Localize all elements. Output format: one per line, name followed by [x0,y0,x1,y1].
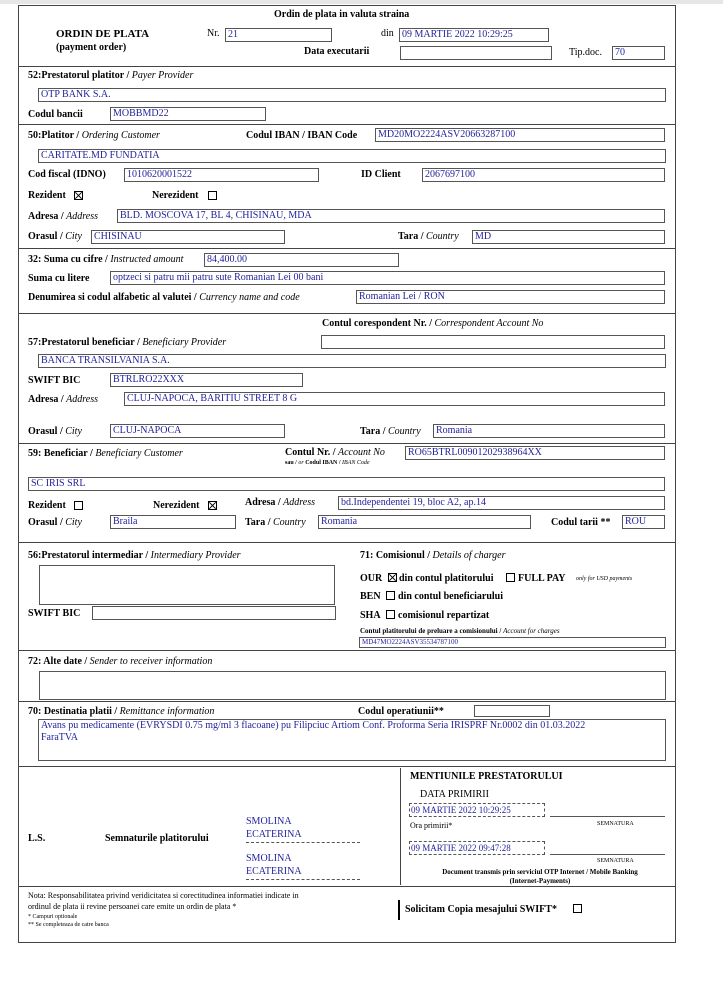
divider [18,886,676,887]
fiscal-code-label: Cod fiscal (IDNO) [28,169,106,180]
intermediary-label-en: Intermediary Provider [150,550,241,561]
din-label: din [381,28,394,39]
transmitted-note-1: Document transmis prin serviciul OTP Internet / Mobile Banking [442,868,638,876]
ben-provider-city-label: Orasul / [28,426,63,437]
ben-account-field[interactable]: RO65BTRL00901202938964XX [405,446,665,460]
footer-optional: * Campuri optionale [28,914,78,920]
payer-address-label: Adresa / [28,211,64,222]
ben-address-label: Adresa / [245,497,281,508]
charges-account-label: Contul platitorului de preluare a comisionului / [360,627,502,635]
ben-provider-city-field[interactable]: CLUJ-NAPOCA [110,424,285,438]
divider [18,66,676,67]
payer-iban-field[interactable]: MD20MO2224ASV20663287100 [375,128,665,142]
intermediary-field[interactable] [39,565,335,605]
payer-provider-label-en: Payer Provider [131,70,194,81]
ben-address-field[interactable]: bd.Independentei 19, bloc A2, ap.14 [338,496,665,510]
ben-nerezident-checkbox[interactable] [208,501,217,510]
ben-swift-label: SWIFT BIC [28,375,81,386]
signer-2-first: SMOLINA [246,853,292,864]
divider [18,650,676,651]
signature-line-1 [246,842,360,843]
signature-line [550,816,665,817]
other-info-field[interactable] [39,671,666,700]
id-client-label: ID Client [361,169,401,180]
divider [18,313,676,314]
ben-address-label-en: Address [283,497,316,508]
doc-title: Ordin de plata in valuta straina [274,9,410,20]
ben-city-field[interactable]: Braila [110,515,236,529]
form-subtitle: (payment order) [56,42,127,53]
tipdoc-label: Tip.doc. [569,47,602,58]
remittance-label-en: Remittance information [119,706,215,717]
ls-label: L.S. [28,833,46,844]
signer-1-last: ECATERINA [246,829,302,840]
intermediary-swift-label: SWIFT BIC [28,608,81,619]
ben-account-label-en: Account No [337,447,385,458]
payer-country-label-en: Country [425,231,459,242]
amount-label-en: Instructed amount [110,254,184,265]
sha-label: SHA [360,610,381,621]
date-field[interactable]: 09 MARTIE 2022 10:29:25 [399,28,549,42]
ben-rezident-checkbox[interactable] [74,501,83,510]
ben-charge-checkbox[interactable] [386,591,395,600]
currency-label: Denumirea si codul alfabetic al valutei / [28,292,197,303]
footer-note-1: Nota: Responsabilitatea privind veridicitatea si corectitudinea informatiei indicate in [28,891,299,900]
payer-nerezident-checkbox[interactable] [208,191,217,200]
swift-copy-label: Solicitam Copia mesajului SWIFT* [405,904,557,915]
signer-1-first: SMOLINA [246,816,292,827]
ben-charge-label: BEN [360,591,381,602]
reception-time-label: Ora primirii* [410,821,453,830]
ben-charge-text: din contul beneficiarului [398,591,504,602]
provider-notes-title: MENTIUNILE PRESTATORULUI [410,771,563,782]
ben-provider-address-label: Adresa / [28,394,64,405]
ben-city-label-en: City [65,517,82,528]
ben-provider-country-label-en: Country [387,426,421,437]
signature-line-2 [246,879,360,880]
tipdoc-field[interactable]: 70 [612,46,665,60]
ben-provider-country-label: Tara / [360,426,386,437]
payer-provider-name-field[interactable]: OTP BANK S.A. [38,88,666,102]
operation-code-label: Codul operatiunii** [358,706,444,717]
payer-label: 50:Platitor / [28,130,80,141]
ben-rezident-label: Rezident [28,500,66,511]
payment-order-form [18,5,676,943]
divider [18,542,676,543]
footer-bank-note: ** Se completeaza de catre banca [28,922,109,928]
payer-label-en: Ordering Customer [81,130,160,141]
payer-provider-label: 52:Prestatorul platitor / [28,70,130,81]
fullpay-note: only for USD payments [576,576,633,582]
corr-account-field[interactable] [321,335,665,349]
beneficiary-provider-name-field[interactable]: BANCA TRANSILVANIA S.A. [38,354,666,368]
ben-provider-address-label-en: Address [66,394,99,405]
intermediary-label: 56:Prestatorul intermediar / [28,550,149,561]
notes-separator [400,768,401,885]
ben-country-field[interactable]: Romania [318,515,531,529]
fullpay-checkbox[interactable] [506,573,515,582]
signature-label-1: SEMNATURA [597,821,634,827]
charges-account-field[interactable]: MD47MO2224ASV35534787100 [359,637,666,648]
ben-provider-city-label-en: City [65,426,82,437]
amount-words-field[interactable]: optzeci si patru mii patru sute Romanian Lei 00 bani [110,271,665,285]
payer-rezident-label: Rezident [28,190,66,201]
remittance-line-2: FaraTVA [41,732,79,743]
other-info-label: 72: Alte date / [28,656,88,667]
ben-iban-label-en: IBAN Code [342,460,370,466]
payer-nerezident-label: Nerezident [152,190,199,201]
nr-field[interactable]: 21 [225,28,332,42]
beneficiary-provider-label-en: Beneficiary Provider [142,337,227,348]
payer-country-field[interactable]: MD [472,230,665,244]
commission-label: 71: Comisionul / [360,550,431,561]
footer-note-2: ordinul de plata ii revine persoanei care emite un ordin de plata * [28,902,237,911]
ben-name-field[interactable]: SC IRIS SRL [28,477,665,491]
page-top-bar [0,0,723,4]
payer-address-field[interactable]: BLD. MOSCOVA 17, BL 4, CHISINAU, MDA [117,209,665,223]
ben-or-label: sau / [285,460,297,466]
our-text: din contul platitorului [399,573,494,584]
reception-date-field[interactable]: 09 MARTIE 2022 10:29:25 [409,803,545,817]
country-code-field[interactable]: ROU [622,515,665,529]
swift-copy-checkbox[interactable] [573,904,582,913]
nr-label: Nr. [207,28,220,39]
payer-country-label: Tara / [398,231,424,242]
our-checkbox[interactable] [388,573,397,582]
payer-city-field[interactable]: CHISINAU [91,230,285,244]
payer-city-label-en: City [65,231,82,242]
signer-2-last: ECATERINA [246,866,302,877]
other-info-label-en: Sender to receiver information [89,656,213,667]
payer-rezident-checkbox[interactable] [74,191,83,200]
sha-text: comisionul repartizat [398,610,490,621]
country-code-label: Codul tarii ** [551,517,611,528]
ben-swift-field[interactable]: BTRLRO22XXX [110,373,303,387]
divider [18,443,676,444]
currency-field[interactable]: Romanian Lei / RON [356,290,665,304]
transmitted-note-2: (Internet-Payments) [509,877,571,885]
reception-time-field[interactable]: 09 MARTIE 2022 09:47:28 [409,841,545,855]
payer-city-label: Orasul / [28,231,63,242]
signature-label-2: SEMNATURA [597,858,634,864]
beneficiary-label-en: Beneficiary Customer [95,448,183,459]
fullpay-label: FULL PAY [518,573,566,584]
exec-date-field[interactable] [400,46,552,60]
operation-code-field[interactable] [474,705,550,717]
ben-or-label-en: or [298,460,304,466]
amount-label: 32: Suma cu cifre / [28,254,108,265]
form-title: ORDIN DE PLATA [56,28,150,40]
beneficiary-provider-label: 57:Prestatorul beneficiar / [28,337,140,348]
ben-account-label: Contul Nr. / [285,447,336,458]
fiscal-code-field[interactable]: 1010620001522 [124,168,319,182]
ben-country-label: Tara / [245,517,271,528]
exec-date-label: Data executarii [304,46,370,57]
divider [18,124,676,125]
signature-line [550,854,665,855]
commission-label-en: Details of charger [432,550,506,561]
beneficiary-label: 59: Beneficiar / [28,448,93,459]
amount-words-label: Suma cu litere [28,273,90,284]
corr-account-label-en: Correspondent Account No [434,318,544,329]
divider [18,766,676,767]
ben-iban-label: Codul IBAN / [305,460,341,466]
ben-city-label: Orasul / [28,517,63,528]
payer-iban-label: Codul IBAN / IBAN Code [246,130,358,141]
reception-date-label: DATA PRIMIRII [420,789,489,800]
divider [18,701,676,702]
currency-label-en: Currency name and code [199,292,300,303]
sha-checkbox[interactable] [386,610,395,619]
corr-account-label: Contul corespondent Nr. / [322,318,433,329]
amount-field[interactable]: 84,400.00 [204,253,399,267]
ben-nerezident-label: Nerezident [153,500,200,511]
ben-provider-country-field[interactable]: Romania [433,424,665,438]
ben-country-label-en: Country [272,517,306,528]
bank-code-field[interactable]: MOBBMD22 [110,107,266,121]
payer-name-field[interactable]: CARITATE.MD FUNDATIA [38,149,666,163]
bank-code-label: Codul bancii [28,109,83,120]
signatures-label: Semnaturile platitorului [105,833,209,844]
id-client-field[interactable]: 2067697100 [422,168,665,182]
divider [18,248,676,249]
remittance-label: 70: Destinatia platii / [28,706,118,717]
our-label: OUR [360,573,383,584]
ben-provider-address-field[interactable]: CLUJ-NAPOCA, BARITIU STREET 8 G [124,392,665,406]
intermediary-swift-field[interactable] [92,606,336,620]
footer-separator [398,900,400,920]
remittance-line-1: Avans pu medicamente (EVRYSDI 0.75 mg/ml 3 flacoane) pu Filipciuc Artiom Conf. Proforma Seria IRISPRF Nr.0002 din 01.03.2022 [41,720,586,731]
remittance-field[interactable] [38,719,666,761]
charges-account-label-en: Account for charges [503,627,560,635]
payer-address-label-en: Address [66,211,99,222]
